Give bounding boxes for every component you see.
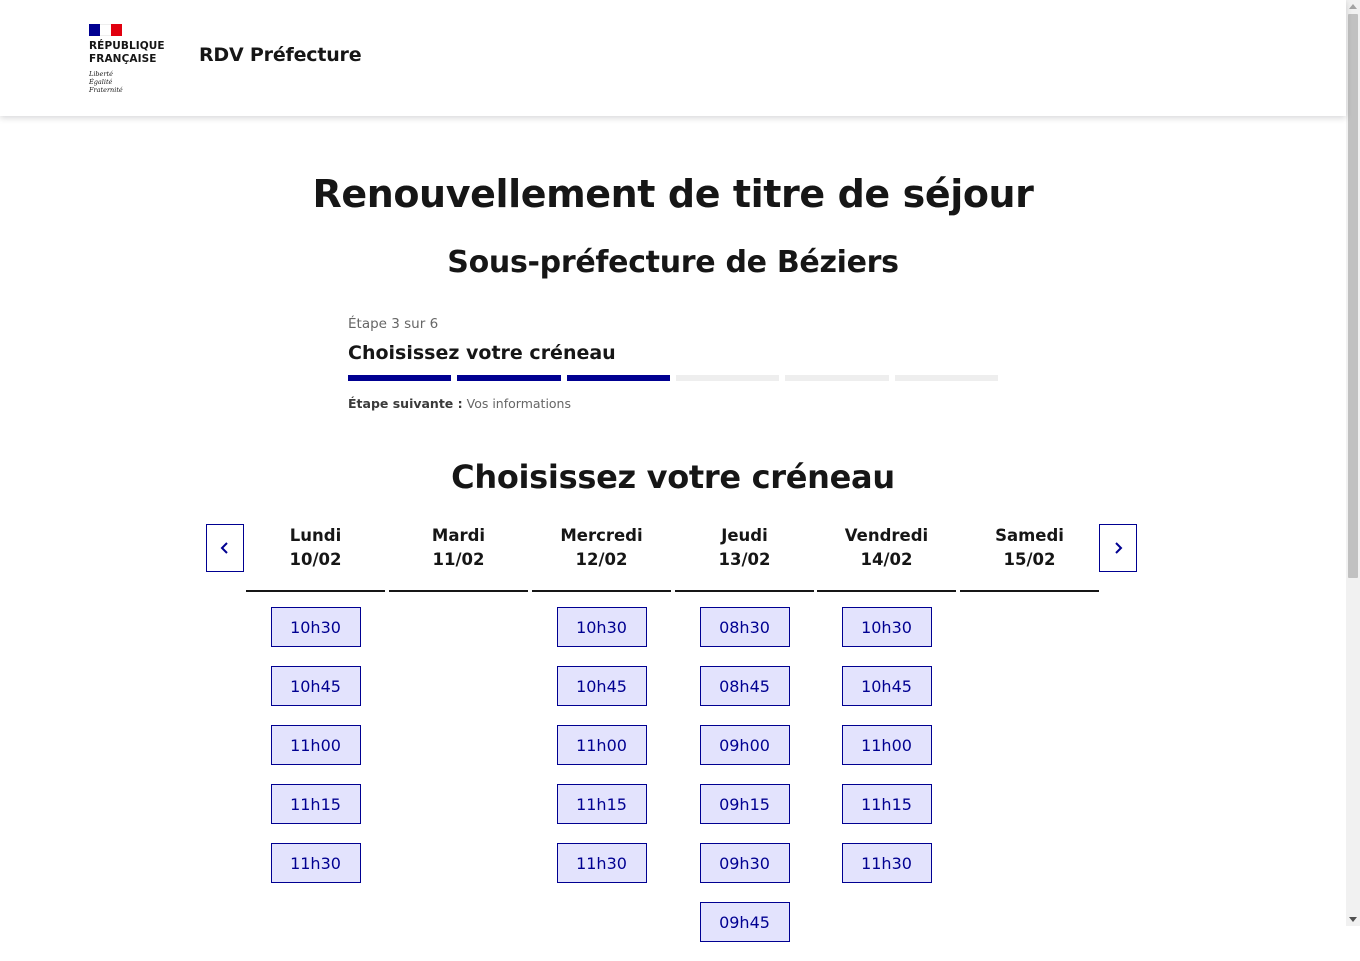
chevron-right-icon <box>1112 541 1124 555</box>
step-segment <box>567 375 670 381</box>
day-date: 15/02 <box>1003 550 1056 569</box>
step-next <box>348 396 998 411</box>
day-column <box>675 524 814 961</box>
step-segment <box>348 375 451 381</box>
motto-line2: Égalité <box>89 78 113 86</box>
time-slot-button[interactable]: 11h00 <box>557 725 647 765</box>
slot-list <box>817 607 956 902</box>
vertical-scrollbar[interactable] <box>1346 0 1360 926</box>
motto-line1: Liberté <box>89 70 113 78</box>
motto-line3: Fraternité <box>89 86 123 94</box>
day-header <box>246 524 385 592</box>
time-slot-button[interactable]: 08h45 <box>700 666 790 706</box>
site-header <box>0 0 1346 116</box>
day-date: 14/02 <box>860 550 913 569</box>
day-name: Lundi <box>289 526 342 545</box>
chevron-left-icon <box>219 541 231 555</box>
day-name: Mercredi <box>560 526 643 545</box>
time-slot-button[interactable]: 11h15 <box>842 784 932 824</box>
scroll-up-arrow-icon[interactable] <box>1349 4 1357 9</box>
logo-text-line2: FRANÇAISE <box>89 53 157 65</box>
day-column <box>246 524 385 902</box>
day-date: 13/02 <box>718 550 771 569</box>
time-slot-button[interactable]: 09h30 <box>700 843 790 883</box>
step-segment <box>457 375 560 381</box>
time-slot-button[interactable]: 10h45 <box>557 666 647 706</box>
step-next-label: Étape suivante : <box>348 396 463 411</box>
logo-text-line1: RÉPUBLIQUE <box>89 40 165 52</box>
day-column <box>960 524 1099 607</box>
day-date: 10/02 <box>289 550 342 569</box>
day-header <box>817 524 956 592</box>
time-slot-button[interactable]: 11h30 <box>842 843 932 883</box>
step-segment <box>676 375 779 381</box>
step-segment <box>895 375 998 381</box>
day-header <box>960 524 1099 592</box>
time-slot-button[interactable]: 09h00 <box>700 725 790 765</box>
time-slot-button[interactable]: 10h45 <box>842 666 932 706</box>
day-header <box>389 524 528 592</box>
time-slot-button[interactable]: 11h15 <box>271 784 361 824</box>
slot-list <box>532 607 671 902</box>
time-slot-button[interactable]: 09h45 <box>700 902 790 942</box>
day-column <box>389 524 528 607</box>
time-slot-button[interactable]: 10h45 <box>271 666 361 706</box>
time-slot-button[interactable]: 08h30 <box>700 607 790 647</box>
day-name: Jeudi <box>721 526 768 545</box>
time-slot-button[interactable]: 10h30 <box>557 607 647 647</box>
stepper <box>348 316 998 411</box>
time-slot-button[interactable]: 09h15 <box>700 784 790 824</box>
time-slot-button[interactable]: 10h30 <box>842 607 932 647</box>
french-flag-icon <box>89 24 122 36</box>
day-date: 12/02 <box>575 550 628 569</box>
service-title-link[interactable]: RDV Préfecture <box>199 44 362 66</box>
time-slot-button[interactable]: 11h30 <box>557 843 647 883</box>
page-subtitle: Sous-préfecture de Béziers <box>447 245 899 280</box>
day-header <box>532 524 671 592</box>
logo-text <box>89 40 165 66</box>
day-column <box>817 524 956 902</box>
step-title: Choisissez votre créneau <box>348 342 616 364</box>
step-next-value: Vos informations <box>466 396 571 411</box>
day-name: Samedi <box>995 526 1064 545</box>
time-slot-button[interactable]: 11h00 <box>271 725 361 765</box>
step-progress-bar <box>348 375 998 381</box>
day-date: 11/02 <box>432 550 485 569</box>
scroll-down-arrow-icon[interactable] <box>1349 917 1357 922</box>
slot-list <box>675 607 814 961</box>
republique-francaise-logo[interactable] <box>89 24 179 96</box>
time-slot-button[interactable]: 11h15 <box>557 784 647 824</box>
day-name: Mardi <box>431 526 486 545</box>
step-state: Étape 3 sur 6 <box>348 316 439 332</box>
time-slot-button[interactable]: 11h30 <box>271 843 361 883</box>
page-title: Renouvellement de titre de séjour <box>312 172 1034 216</box>
time-slot-button[interactable]: 10h30 <box>271 607 361 647</box>
motto <box>89 70 123 94</box>
slot-section-title: Choisissez votre créneau <box>451 458 895 496</box>
next-days-button[interactable] <box>1099 524 1137 572</box>
day-column <box>532 524 671 902</box>
slot-list <box>246 607 385 902</box>
step-segment <box>785 375 888 381</box>
scrollbar-thumb[interactable] <box>1348 14 1358 578</box>
previous-days-button[interactable] <box>206 524 244 572</box>
time-slot-button[interactable]: 11h00 <box>842 725 932 765</box>
day-header <box>675 524 814 592</box>
day-name: Vendredi <box>844 526 929 545</box>
